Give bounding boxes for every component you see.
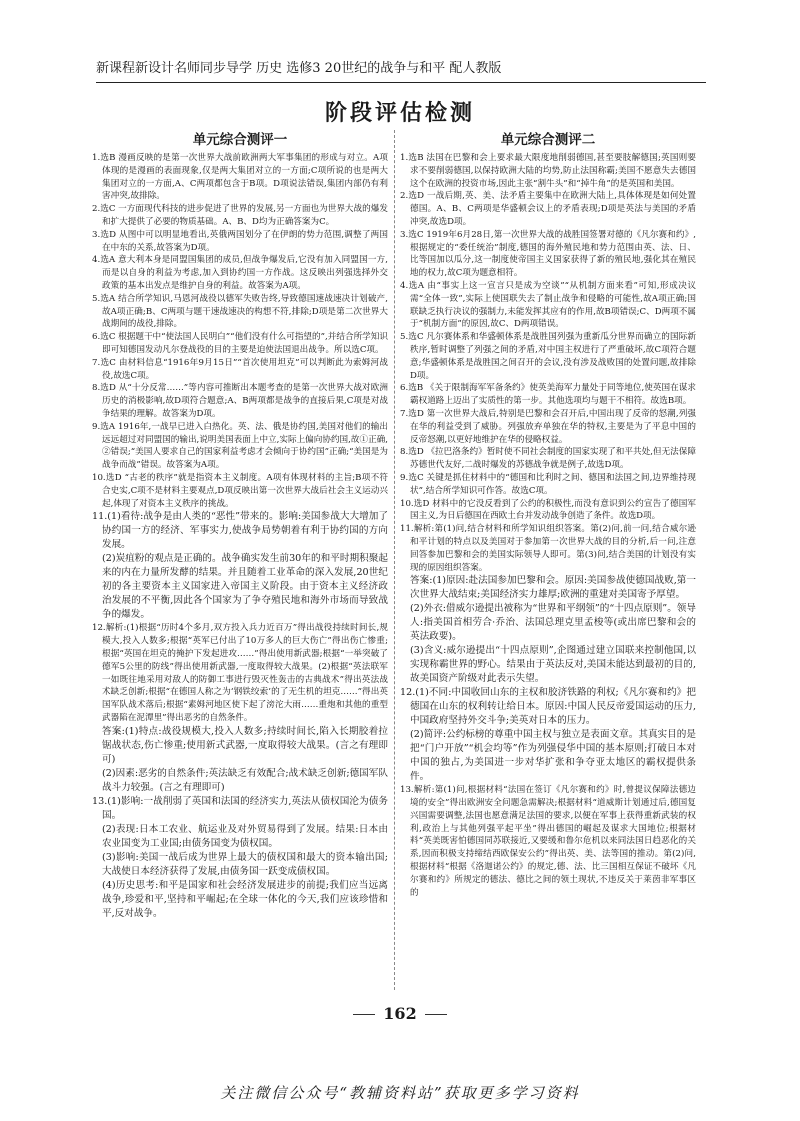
answer-item: 2.选D 一战后期,英、美、法矛盾主要集中在欧洲大陆上,具体体现是如何处置德国。A、B、C两项是华盛顿会议上的矛盾表现;D项是英法与美国的矛盾冲突,故选D项。 [400, 191, 696, 227]
column-divider [394, 130, 395, 990]
answer-item: (2)炭疽粉的观点是正确的。战争确实发生前30年的和平时期积聚起来的内在力量所发酵的结果。并且随着工业革命的深入发展,20世纪初的各主要资本主义国家进入帝国主义阶段。由于资本主义经济政治发展的不平衡,因此各个国家为了争夺殖民地和海外市场而导致战争的爆发。 [102, 553, 388, 621]
answer-item: 9.选C 关键是抓住材料中的“德国和比利时之间、德国和法国之间,边界维持现状”,结合所学知识可作答。故选C项。 [400, 472, 696, 496]
answer-item: 13.解析:第(1)问,根据材料“法国在签订《凡尔赛和约》时,曾提议保障法德边境的安全”得出欧洲安全问题急需解决;根据材料“道威斯计划通过后,德国复兴国需要调整,法国也愿意满足法国的要求,以便在军事上获得重新武装的权利,政治上与其他列强平起平坐”得出德国的崛起及谋求大国地位;根据材料“英美既害怕德国同苏联接近,又要缓和鲁尔危机以来同法国日趋恶化的关系,因而积极支持缔结西欧保安公约”得出英、美、法等国的推动。第(2)问,根据材料“根据《洛迦诺公约》的规定,德、法、比三国相互保证不破坏《凡尔赛和约》所规定的德法、德比之间的领土现状,不违反关于莱茵非军事区的 [400, 785, 696, 898]
answer-item: 4.选A 意大利本身是同盟国集团的成员,但战争爆发后,它没有加入同盟国一方,而是以自身的利益为考虑,加入到协约国一方作战。这反映出列强选择外交政策的基本出发点是维护自身的利益。故答案为A项。 [92, 255, 388, 291]
answer-item: (3)影响:美国一战后成为世界上最大的债权国和最大的资本输出国;大战使日本经济获得了发展,由债务国一跃变成债权国。 [102, 851, 388, 877]
answer-item: 4.选A 由“事实上这一宣言只是成为空谈”“从机制方面来看”可知,形成决议需“全体一致”,实际上使国联失去了制止战争和侵略的可能性,故A项正确;国联缺乏执行决议的强制力,未能发挥其应有的作用,故B项错误;C、D两项不属于“机制方面”的原因,故C、D两项错误。 [400, 280, 696, 330]
section-heading-unit-one: 单元综合测评一 [192, 132, 288, 148]
answer-item: (2)简评:公约标榜的尊重中国主权与独立是表面文章。其真实目的是把“门户开放”“机会均等”作为列强侵华中国的基本原则;打破日本对中国的独占,为美国进一步对华扩张和争夺亚太地区的霸权提供条件。 [410, 729, 696, 783]
answer-item: (3)含义:威尔逊提出“十四点原则”,企图通过建立国联来控制他国,以实现称霸世界的野心。结果由于英法反对,美国未能达到最初的目的,故美国资产阶级对此表示失望。 [410, 645, 696, 685]
answer-item: 5.选C 凡尔赛体系和华盛顿体系是战胜国列强为重新瓜分世界而确立的国际新秩序,暂时调整了列强之间的矛盾,对中国主权进行了严重破坏,故C项符合题意;华盛顿体系是战胜国之间召开的会议,没有涉及战败国的处置问题,故排除D项。 [400, 332, 696, 381]
answer-item: 7.选D 第一次世界大战后,特别是巴黎和会召开后,中国出现了反帝的怒潮,列强在华的利益受到了威胁。列强放弃单独在华的特权,主要是为了平息中国的反帝怒潮,以更好地维护在华的侵略权益。 [400, 408, 696, 445]
section-heading-unit-two: 单元综合测评二 [500, 132, 596, 148]
answer-item: (2)因素:恶劣的自然条件;英法缺乏有效配合;战术缺乏创新;德国军队战斗力较强。(言之有理即可) [102, 767, 388, 793]
answer-item: 9.选A 1916年,一战早已进入白热化。英、法、俄是协约国,美国对他们的输出远远超过对同盟国的输出,说明美国表面上中立,实际上偏向协约国,故①正确,②错误;“美国人要求自己的国家利益考虑才会倾向于协约国”正确;“美国是为战争而战”错误。故答案为A项。 [92, 421, 388, 471]
running-header: 新课程新设计名师同步导学 历史 选修3 20世纪的战争与和平 配人教版 [96, 61, 502, 76]
answer-item: 5.选A 结合所学知识,马恩河战役以德军失败告终,导致德国速战速决计划破产,故A项正确;B、C两项与题干速战速决的构想不符,排除;D项是第二次世界大战期间的战役,排除。 [92, 293, 388, 330]
answer-item: 8.选D 《拉巴洛条约》暂时使不同社会制度的国家实现了和平共处,但无法保障苏德世代友好,二战时爆发的苏德战争就是例子,故选D项。 [400, 447, 696, 471]
answer-item: 11.解析:第(1)问,结合材料和所学知识组织答案。第(2)问,前一问,结合威尔逊和平计划的特点以及美国对于参加第一次世界大战的目的分析,后一问,注意回答参加巴黎和会的美国实际领导人即可。第(3)问,结合美国的计划没有实现的原因组织答案。 [400, 524, 696, 573]
answer-item: 12.解析:(1)根据“历时4个多月,双方投入兵力近百万”得出战役持续时间长,规模大,投入人数多;根据“英军已付出了10万多人的巨大伤亡”得出伤亡惨重;根据“英国在坦克的掩护下发起进攻……”得出使用新武器;根据“一举突破了德军5公里的防线”得出使用新武器,一度取得较大战果。(2)根据“英法联军一如既往地采用对敌人的防御工事进行毁灭性轰击的古典战术”得出英法战术缺乏创新;根据“在德国人称之为‘钢铁绞索’的了无生机的坦克……”得出英国军队战术落后;根据“素姆河地区使下起了滂沱大雨……重炮和其他的重型武器陷在泥潭里”得出恶劣的自然条件。 [92, 623, 388, 723]
answer-item: (2)外衣:借威尔逊提出被称为“世界和平纲领”的“十四点原则”。领导人:指美国首相劳合·乔治、法国总理克里孟梭等(或出席巴黎和会的英法政要)。 [410, 603, 696, 643]
answer-item: 6.选C 根据题干中“使法国人民明白”“他们没有什么可指望的”,并结合所学知识即可知德国发动凡尔登战役的目的主要是迫使法国退出战争。所以选C项。 [92, 332, 388, 355]
answer-item: 3.选D 从图中可以明显地看出,英俄两国划分了在伊朗的势力范围,调整了两国在中东的关系,故答案为D项。 [92, 229, 388, 253]
answer-item: 11.(1)看待:战争是由人类的“恶性”带来的。影响:美国参战大大增加了协约国一方的经济、军事实力,使战争局势朝着有利于协约国的方向发展。 [92, 511, 388, 551]
answer-item: 13.(1)影响:一战削弱了英国和法国的经济实力,英法从债权国沦为债务国。 [92, 795, 388, 821]
answer-item: 10.选D “古老的秩序”就是指资本主义制度。A项有体现材料的主旨;B项不符合史实,C项不是材料主要观点,D项反映出第一次世界大战后社会主义运动兴起,体现了对资本主义秩序的挑战。 [92, 472, 388, 509]
answer-item: 7.选C 由材料信息“1916年9月15日”“首次使用坦克”可以判断此为索姆河战役,故选C项。 [92, 357, 388, 381]
page-number: 162 [0, 1004, 800, 1023]
right-column [400, 128, 696, 994]
header-rule [96, 82, 706, 83]
answer-item: 答案:(1)原因:赴法国参加巴黎和会。原因:美国参战使德国战败,第一次世界大战结束;美国经济实力雄厚;欧洲的重建对美国寄予厚望。 [410, 575, 696, 601]
page-title: 阶段评估检测 [324, 100, 475, 126]
answer-item: 答案:(1)特点:战役规模大,投入人数多;持续时间长,陷入长期胶着拉锯战状态,伤亡惨重;使用新式武器,一度取得较大战果。(言之有理即可) [102, 725, 388, 765]
answer-item: 1.选B 法国在巴黎和会上要求最大限度地削弱德国,甚至要肢解德国;英国则要求不要削弱德国,以保持欧洲大陆的均势,防止法国称霸;美国不愿意失去德国这个在欧洲的投资市场,因此主张“割牛头”和“掉牛角”的是英国和美国。 [400, 153, 696, 189]
answer-item: 10.选D 材料中的它没反看到了公约的积极性,而没有意识到公约宣告了德国军国主义,为日后德国在西欧土台并发动战争创造了条件。故选D项。 [400, 498, 696, 522]
answer-item: 6.选B 《关于限制海军军备条约》使英美海军力量处于同等地位,使英国在谋求霸权道路上迈出了实质性的第一步。其他选项均与题干不相符。故选B项。 [400, 383, 696, 407]
answer-item: 2.选C 一方面现代科技的进步促进了世界的发展,另一方面也为世界大战的爆发和扩大提供了必要的物质基础。A、B、D均为正确答案为C。 [92, 204, 388, 227]
answer-item: (4)历史思考:和平是国家和社会经济发展进步的前提;我们应当远离战争,珍爱和平,坚持和平崛起;在全球一体化的今天,我们应该珍惜和平,反对战争。 [102, 879, 388, 919]
answer-item: 8.选D 从“十分反常……”等内容可推断出本题考查的是第一次世界大战对欧洲历史的消极影响,故D项符合题意;A、B两项都是战争的直接后果,C项是对战争结果的理解。故答案为D项。 [92, 383, 388, 419]
answer-item: 3.选C 1919年6月28日,第一次世界大战的战胜国签署对德的《凡尔赛和约》,根据规定的“委任统治”制度,德国的海外殖民地和势力范围由英、法、日、比等国加以瓜分,这一制度使帝国主义国家获得了新的殖民地,强化其在殖民地的权力,故C项为题意相符。 [400, 229, 696, 279]
answer-item: 12.(1)不同:中国收回山东的主权和胶济铁路的利权;《凡尔赛和约》把德国在山东的权利转让给日本。原因:中国人民反帝爱国运动的压力,中国政府坚持外交斗争;美英对日本的压力。 [400, 687, 696, 727]
left-column [92, 128, 388, 994]
footer-note: 关注微信公众号“教辅资料站”获取更多学习资料 [220, 1084, 580, 1102]
answer-item: 1.选B 漫画反映的是第一次世界大战前欧洲两大军事集团的形成与对立。A项体现的是漫画的表面现象,仅是两大集团对立的一方面;C项所说的也是两大集团对立的一方面,A、C两项都包含于B项。D项说法错误,集团内部仍有利害冲突,故排除。 [92, 153, 388, 202]
answer-item: (2)表现:日本工农业、航运业及对外贸易得到了发展。结果:日本由农业国变为工业国;由债务国变为债权国。 [102, 823, 388, 849]
